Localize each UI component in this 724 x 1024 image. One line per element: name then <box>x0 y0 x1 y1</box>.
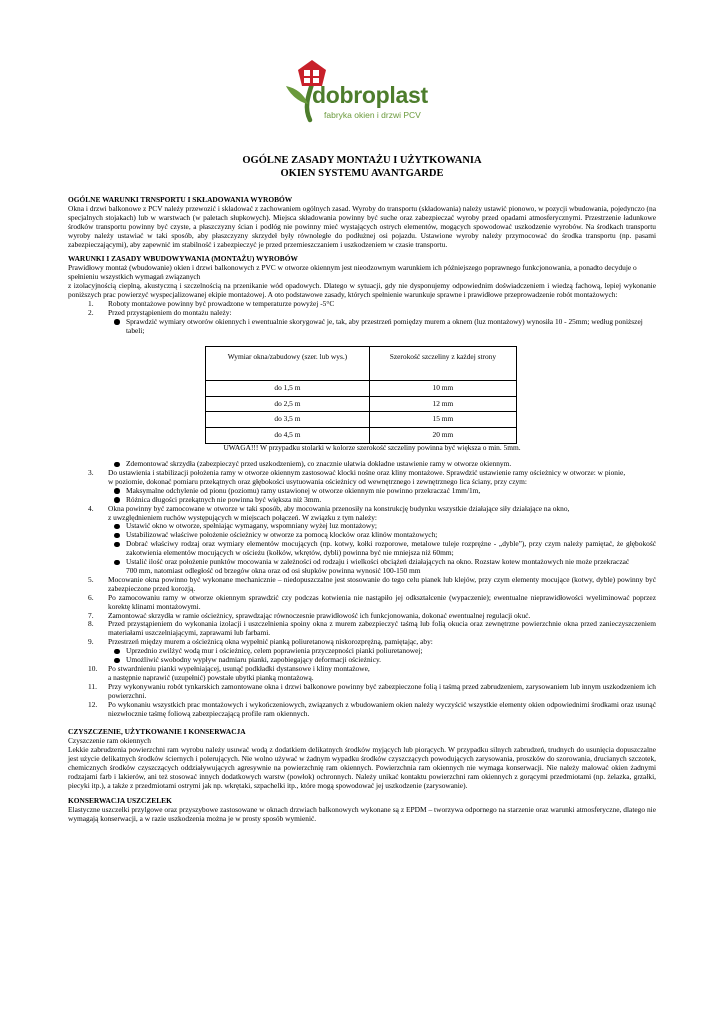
logo-brand-text: dobroplast <box>312 82 428 108</box>
table-header-gap-width: Szerokość szczeliny z każdej strony <box>369 346 516 380</box>
bullet-set-window: Ustawić okno w otworze, spełniając wymagany, wspomniany wyżej luz montażowy; <box>68 522 656 531</box>
document-body <box>68 196 656 823</box>
bullet-icon <box>114 658 120 664</box>
bullet-icon <box>114 488 120 494</box>
list-item-12: 12. Po wykonaniu wszystkich prac montażowych i wykończeniowych, związanych z wbudowaniem okien należy wyczyścić wszystkie elementy okien odpowiednimi środkami oraz usunąć niezwłocznie taśmę foliową zabezpieczającą profile ram okiennych. <box>88 699 656 718</box>
bullet-fasteners: Dobrać właściwy rodzaj oraz wymiary elementów mocujących (np. kotwy, kołki rozporowe, metalowe tuleje rozprężne - „dyble”), przy czym należy pamiętać, że głębokość zakotwienia elementów mocujących w ościeżu (kołków, wkrętów, dybli) powinna być nie mniejsza niż 60mm; <box>68 540 656 558</box>
bullet-icon <box>114 542 120 548</box>
seals-paragraph: Elastyczne uszczelki przylgowe oraz przyszybowe zastosowane w oknach drzwiach balkonowych wykonane są z EPDM – tworzywa odpornego na starzenie oraz warunki atmosferyczne, dlatego nie wymagają konserwacji, a w razie uszkodzenia można je w prosty sposób wymienić. <box>68 804 656 823</box>
bullet-remove-sashes: Zdemontować skrzydła (zabezpieczyć przed uszkodzeniem), co znacznie ułatwia dokładne ustawienie ramy w otworze okiennym. <box>68 460 656 469</box>
bullet-icon <box>114 533 120 539</box>
bullet-anchor-points: Ustalić ilość oraz położenie punktów mocowania w zależności od rodzaju i wielkości obciążeń działających na okno. Rozstaw kotew montażowych nie może przekraczać <box>68 558 656 567</box>
list-item-10-continued: a następnie naprawić (uzupełnić) powstałe ubytki pianką montażową. <box>108 672 314 682</box>
list-item-4-continued: z uwzględnieniem ruchów występujących w miejscach połączeń. W związku z tym należy: <box>108 512 377 522</box>
transport-paragraph: Okna i drzwi balkonowe z PCV należy przewozić i składować z zachowaniem ogólnych zasad. Wyroby do transportu (składowania) należy ustawić pionowo, w pozycji wbudowania, pojedynczo (na specjalnych stojakach) lub w warstwach (w paletach słupkowych). Miejsca składowania powinny być suche oraz zabezpieczać wyroby przed opadami atmosferycznymi. Przestrzenie ładunkowe środków transportu powinny być czyste, a płaszczyzny ścian i podłóg nie powinny mieć wystających ostrych elementów, mogących spowodować uszkodzenie wyrobów. Na środkach transportu wyroby należy ustawiać w taki sposób, aby płaszczyzny skrzydeł były równoległe do podłużnej osi pojazdu. Ustawione wyroby należy przymocować do środka transportu (np. pasami zabezpieczającymi), aby zapewnić im stabilność i zabezpieczyć je przed przemieszczaniem i uszkodzeniem w czasie transportu. <box>68 203 656 249</box>
document-title-line-2: OKIEN SYSTEMU AVANTGARDE <box>280 168 444 179</box>
bullet-icon <box>114 524 120 530</box>
bullet-icon <box>114 560 120 566</box>
table-header-window-size: Wymiar okna/zabudowy (szer. lub wys.) <box>206 346 370 380</box>
bullet-wet-wall: Uprzednio zwilżyć wodą mur i ościeżnicę, celem poprawienia przyczepności pianki poliuretanowej; <box>68 647 656 656</box>
list-item-1: 1. Roboty montażowe powinny być prowadzone w temperaturze powyżej -5°C <box>88 298 335 308</box>
table-row: do 3,5 m 15 mm <box>206 412 517 428</box>
list-item-11: 11. Przy wykonywaniu robót tynkarskich zamontowane okna i drzwi balkonowe powinny być zabezpieczone folią i taśmą przed zabrudzeniem, zarysowaniem lub innym uszkodzeniem ich powierzchni. <box>88 681 656 700</box>
list-item-4: 4. Okna powinny być zamocowane w otworze w taki sposób, aby mocowania przenosiły na konstrukcję budynku wszystkie działające siły działające na okno, <box>88 503 570 513</box>
table-row: do 1,5 m 10 mm <box>206 380 517 396</box>
installation-intro-1: Prawidłowy montaż (wbudowanie) okien i drzwi balkonowych z PVC w otworze okiennym jest nieodzownym warunkiem ich późniejszego poprawnego funkcjonowania, a ponadto decyduje o spełnieniu wszystkich wymagań związanych <box>68 263 637 282</box>
cleaning-heading: CZYSZCZENIE, UŻYTKOWANIE I KONSERWACJA <box>68 727 246 737</box>
gap-width-table <box>205 346 517 445</box>
installation-heading: WARUNKI I ZASADY WBUDOWYWANIA (MONTAŻU) WYROBÓW <box>68 254 298 264</box>
list-item-3-continued: w poziomie, dokonać pomiaru przekątnych oraz głębokości usytuowania ościeżnicy od wewnętrznego i zewnętrznego lica ściany, przy czym: <box>108 476 527 486</box>
table-row: do 4,5 m 20 mm <box>206 428 517 444</box>
table-warning: UWAGA!!! W przypadku stolarki w kolorze szerokość szczeliny powinna być większa o min. 5mm. <box>223 443 521 453</box>
bullet-icon <box>114 319 120 325</box>
transport-heading: OGÓLNE WARUNKI TRNSPORTU I SKŁADOWANIA WYROBÓW <box>68 195 293 204</box>
list-item-8: 8. Przed przystąpieniem do wykonania izolacji i uszczelnienia spoiny okna z murem zabezpieczyć taśmą lub folią okucia oraz zewnętrzne powierzchnie okna przed zanieczyszczeniem materiałami uszczelniającymi, zaprawami lub farbami. <box>88 619 656 638</box>
bullet-icon <box>114 497 120 503</box>
logo-tagline: fabryka okien i drzwi PCV <box>324 110 421 120</box>
bullet-stabilize-frame: Ustabilizować właściwe położenie ościeżnicy w otworze za pomocą klocków oraz klinów montażowych; <box>68 531 656 540</box>
bullet-diagonal-difference: Różnica długości przekątnych nie powinna być większa niż 3mm. <box>68 496 656 505</box>
table-row: do 2,5 m 12 mm <box>206 396 517 412</box>
bullet-max-deviation: Maksymalne odchylenie od pionu (poziomu) ramy ustawionej w otworze okiennym nie powinno przekraczać 1mm/1m, <box>68 487 656 496</box>
list-item-9: 9. Przestrzeń między murem a ościeżnicą okna wypełnić pianką poliuretanową niskorozprężną, pamiętając, aby: <box>88 637 433 647</box>
cleaning-paragraph: Lekkie zabrudzenia powierzchni ram wyrobu należy usuwać wodą z dodatkiem delikatnych środków myjących lub piorących. W przypadku silnych zabrudzeń, trudnych do usunięcia dopuszczalne jest użycie delikatnych środków ściernych i polerujących. Nie wolno używać w żadnym wypadku środków czyszczących powodujących zarysowania, proszków do szorowania, drucianych szczotek, chemicznych środków czyszczących oddziaływujących agresywnie na powierzchnię ram okiennych. Powierzchnia ram okiennych nie wymaga konserwacji. Nie należy malować okien żadnymi rodzajami farb i lakierów, ani też stosować innych dodatkowych warstw (powłok) ochronnych. Należy unikać kontaktu powierzchni ram okiennych z gorącymi przedmiotami (np. żelazka, grzałki, piecyki itp.), a także z przedmiotami ostrymi jak np. wkrętaki, szpachelki itp., które mogą spowodować jej uszkodzenie (zarysowanie). <box>68 745 656 790</box>
list-item-10: 10. Po stwardnieniu pianki wypełniającej, usunąć podkładki dystansowe i kliny montażowe, <box>88 663 370 673</box>
list-item-7: 7. Zamontować skrzydła w ramie ościeżnicy, sprawdzając równoczesnie prawidłowość ich funkcjonowania, dokonać ewentualnej regulacji okuć. <box>88 610 531 620</box>
bullet-foam-outflow: Umożliwić swobodny wypływ nadmiaru pianki, zapobiegający deformacji ościeżnicy. <box>68 656 656 665</box>
list-item-2: 2. Przed przystąpieniem do montażu należy: <box>88 307 232 317</box>
bullet-icon <box>114 462 120 468</box>
installation-intro-2: z izolacyjnością cieplną, akustyczną i szczelnością na przenikanie wód opadowych. Dlatego w sytuacji, gdy nie dysponujemy odpowiednim doświadczeniem i wiedzą fachową, lepiej wykonanie poniższych prac powierzyć wyspecjalizowanej ekipie montażowej. A oto podstawowe zasady, których spełnienie warunkuje sprawne i prawidłowe przeprowadzenie robót montażowych: <box>68 281 656 300</box>
bullet-anchor-points-continued: 700 mm, natomiast odległość od brzegów okna oraz od osi słupków powinna wynosić 100-150 mm <box>126 566 421 575</box>
bullet-icon <box>114 649 120 655</box>
list-item-6: 6. Po zamocowaniu ramy w otworze okiennym sprawdzić czy podczas kotwienia nie nastąpiło jej odkształcenie (wypaczenie); ewentualne nieprawidłowości wyeliminować poprzez korektę klinami montażowymi. <box>88 592 656 611</box>
seals-heading: KONSERWACJA USZCZELEK <box>68 795 172 805</box>
list-item-3: 3. Do ustawienia i stabilizacji położenia ramy w otworze okiennym zastosować klocki nośne oraz kliny montażowe. Sprawdzić ustawienie ramy ościeżnicy w otworze: w pionie, <box>88 468 626 478</box>
document-title-line-1: OGÓLNE ZASADY MONTAŻU I UŻYTKOWANIA <box>242 155 482 166</box>
list-item-5: 5. Mocowanie okna powinno być wykonane mechanicznie – niedopuszczalne jest stosowanie do tego celu pianek lub klejów, przy czym elementy mocujące (kotwy, dyble) powinny być zabezpieczone przed korozją. <box>88 574 656 593</box>
cleaning-subheading: Czyszczenie ram okiennych <box>68 736 151 746</box>
bullet-check-dimensions: Sprawdzić wymiary otworów okiennych i ewentualnie skorygować je, tak, aby przestrzeń pomiędzy murem a oknem (luz montażowy) wynosiła 10 - 25mm; według poniższej tabeli; <box>68 318 656 336</box>
